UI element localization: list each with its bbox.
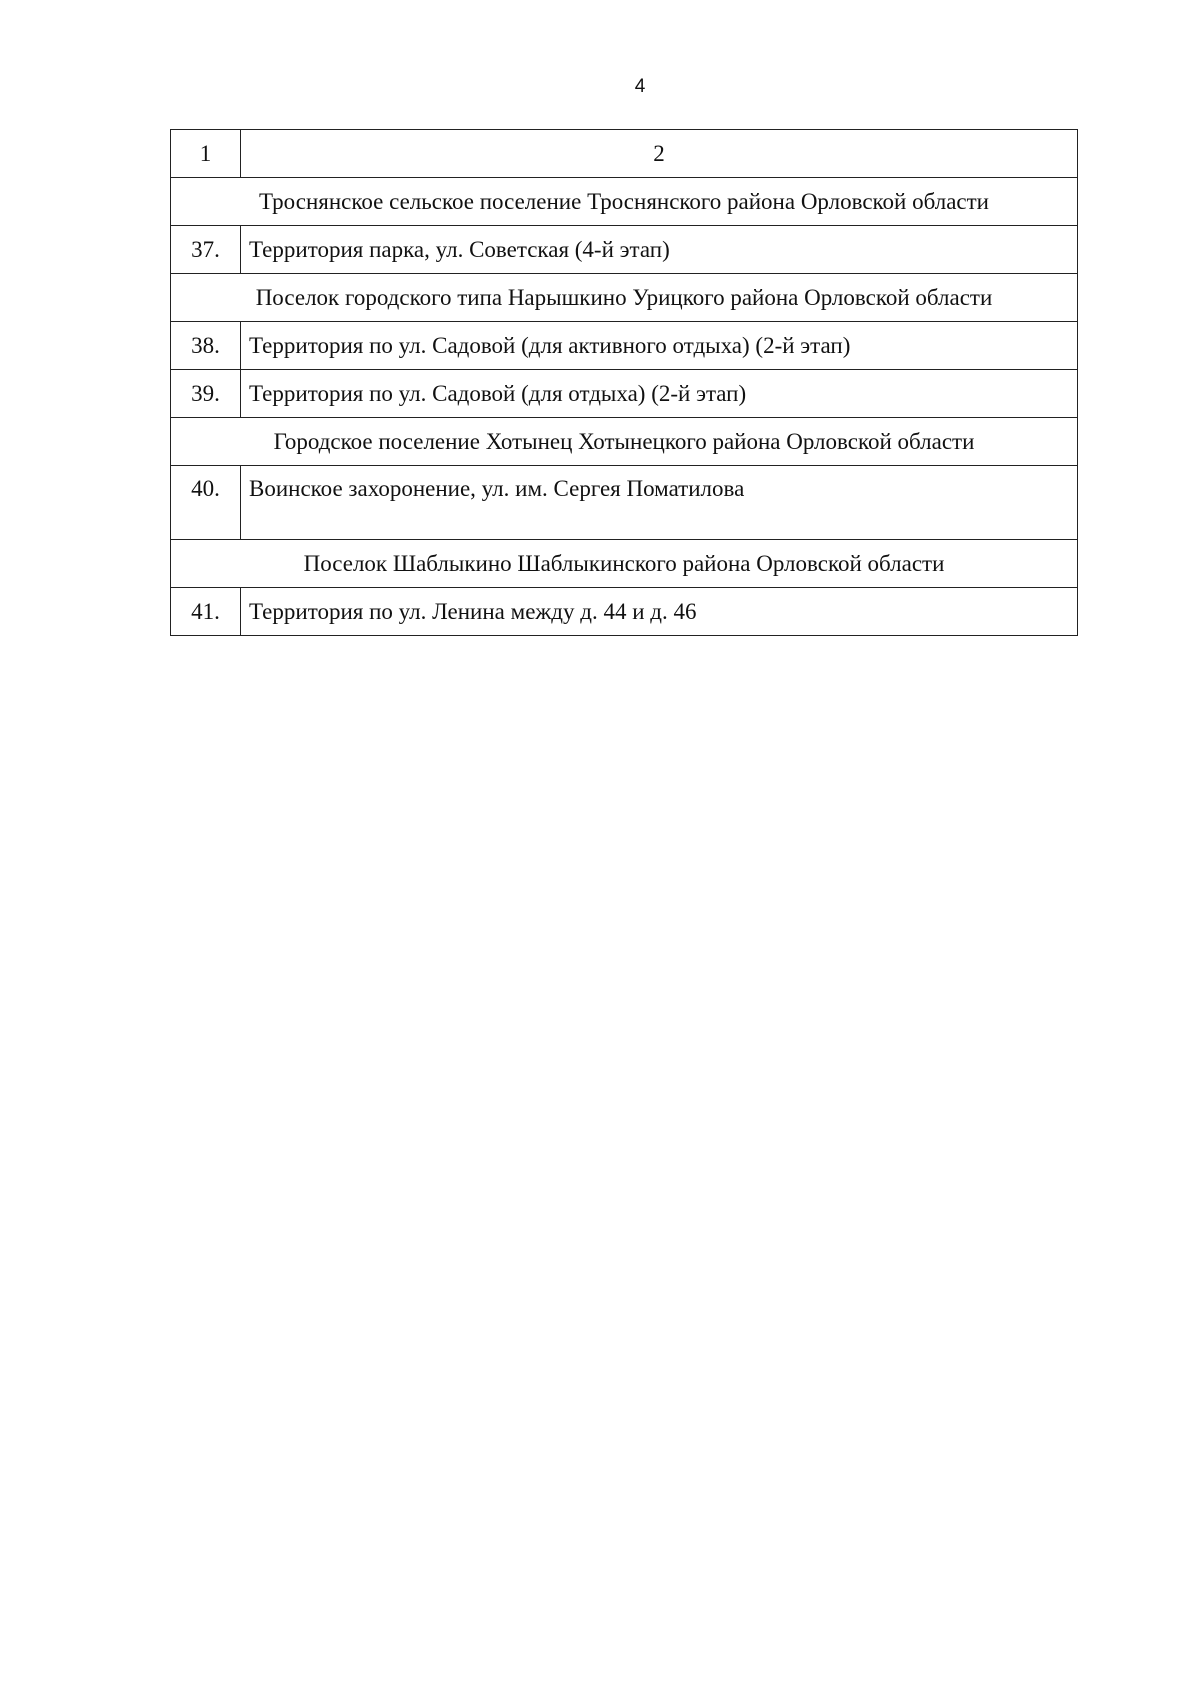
table-header-row [171,130,1078,178]
table-row [171,466,1078,540]
section-title: Троснянское сельское поселение Троснянского района Орловской области [171,178,1078,226]
section-row [171,274,1078,322]
column-header-2: 2 [241,130,1078,178]
column-header-1: 1 [171,130,241,178]
table-row [171,322,1078,370]
row-name: Территория парка, ул. Советская (4-й этап) [241,226,1078,274]
row-number: 40. [171,466,241,540]
section-title: Поселок Шаблыкино Шаблыкинского района Орловской области [171,540,1078,588]
row-name: Территория по ул. Садовой (для отдыха) (2-й этап) [241,370,1078,418]
row-name: Территория по ул. Садовой (для активного отдыха) (2-й этап) [241,322,1078,370]
register-table [170,129,1078,636]
row-number: 41. [171,588,241,636]
row-number: 37. [171,226,241,274]
table-row [171,370,1078,418]
section-row [171,178,1078,226]
page-number: 4 [634,76,646,97]
section-row [171,418,1078,466]
section-row [171,540,1078,588]
row-number: 39. [171,370,241,418]
table-row [171,226,1078,274]
row-number: 38. [171,322,241,370]
row-name: Территория по ул. Ленина между д. 44 и д. 46 [241,588,1078,636]
table-row [171,588,1078,636]
row-name: Воинское захоронение, ул. им. Сергея Поматилова [241,466,1078,540]
section-title: Поселок городского типа Нарышкино Урицкого района Орловской области [171,274,1078,322]
section-title: Городское поселение Хотынец Хотынецкого района Орловской области [171,418,1078,466]
